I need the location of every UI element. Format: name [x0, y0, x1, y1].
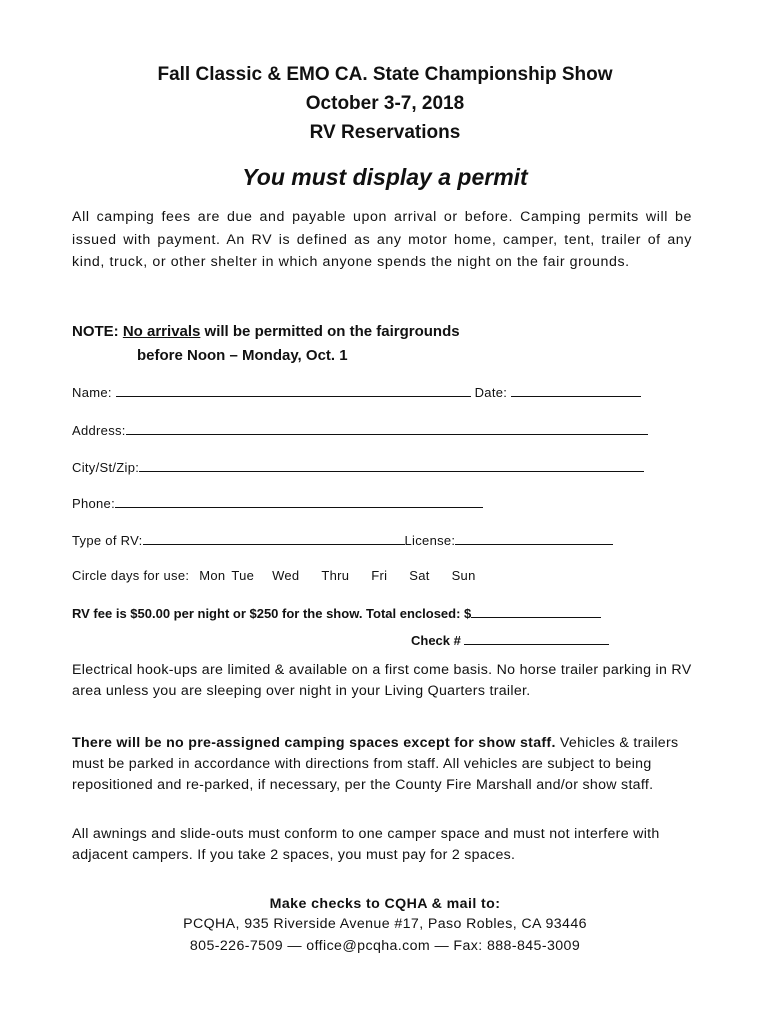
note-line-2: before Noon – Monday, Oct. 1: [137, 347, 348, 364]
check-number-field[interactable]: [464, 632, 609, 645]
title-line-1: Fall Classic & EMO CA. State Championship Show: [157, 64, 613, 85]
days-row: [72, 568, 476, 583]
day-thu[interactable]: Thru: [321, 568, 350, 583]
note-rest: will be permitted on the fairgrounds: [200, 323, 460, 340]
awnings-paragraph: All awnings and slide-outs must conform to one camper space and must not interfere with adjacent campers. If you take 2 spaces, you must pay for 2 spaces.: [72, 826, 660, 863]
spaces-bold: There will be no pre-assigned camping spaces except for show staff.: [72, 735, 556, 751]
date-field[interactable]: [511, 384, 641, 397]
total-enclosed-field[interactable]: [471, 605, 601, 618]
intro-paragraph: All camping fees are due and payable upon arrival or before. Camping permits will be issued with payment. An RV is defined as any motor home, camper, tent, trailer of any kind, truck, or other shelter in which anyone spends the night on the fair grounds.: [72, 209, 692, 270]
city-row: [72, 459, 644, 475]
check-row: [411, 632, 609, 648]
name-label: Name:: [72, 385, 116, 400]
note-prefix: NOTE:: [72, 323, 123, 340]
days-label: Circle days for use:: [72, 568, 190, 583]
day-wed[interactable]: Wed: [272, 568, 300, 583]
name-row: [72, 384, 641, 400]
day-tue[interactable]: Tue: [231, 568, 255, 583]
electrical-paragraph: Electrical hook-ups are limited & available on a first come basis. No horse trailer parking in RV area unless you are sleeping over night in your Living Quarters trailer.: [72, 662, 692, 699]
phone-field[interactable]: [115, 495, 483, 508]
footer-heading: Make checks to CQHA & mail to:: [269, 896, 501, 912]
day-mon[interactable]: Mon: [199, 568, 226, 583]
city-field[interactable]: [139, 459, 644, 472]
phone-label: Phone:: [72, 496, 116, 511]
footer-contact: 805-226-7509 — office@pcqha.com — Fax: 888-845-3009: [189, 938, 581, 954]
day-sat[interactable]: Sat: [409, 568, 430, 583]
check-label: Check #: [411, 633, 465, 648]
fee-row: [72, 605, 601, 621]
day-sun[interactable]: Sun: [451, 568, 476, 583]
address-field[interactable]: [126, 422, 648, 435]
license-label: License:: [404, 533, 456, 548]
license-field[interactable]: [455, 532, 613, 545]
date-label: Date:: [470, 385, 512, 400]
address-label: Address:: [72, 423, 126, 438]
note-block: [72, 320, 460, 368]
address-row: [72, 422, 648, 438]
rv-type-field[interactable]: [143, 532, 405, 545]
note-underlined: No arrivals: [122, 323, 201, 340]
title-line-2: October 3-7, 2018: [305, 93, 465, 114]
fee-text: RV fee is $50.00 per night or $250 for the show. Total enclosed: $: [72, 606, 472, 621]
rv-type-label: Type of RV:: [72, 533, 143, 548]
title-line-3: RV Reservations: [309, 122, 461, 143]
permit-subtitle: You must display a permit: [242, 164, 528, 190]
day-fri[interactable]: Fri: [371, 568, 388, 583]
city-label: City/St/Zip:: [72, 460, 140, 475]
phone-row: [72, 495, 483, 511]
rv-type-row: [72, 532, 613, 548]
spaces-paragraph: [72, 733, 692, 796]
name-field[interactable]: [116, 384, 471, 397]
footer-address: PCQHA, 935 Riverside Avenue #17, Paso Robles, CA 93446: [183, 916, 587, 932]
spaces-rest: Vehicles & trailers must be parked in accordance with directions from staff. All vehicles are subject to being repositioned and re-parked, if necessary, per the County Fire Marshall and/or show staff.: [72, 735, 679, 793]
